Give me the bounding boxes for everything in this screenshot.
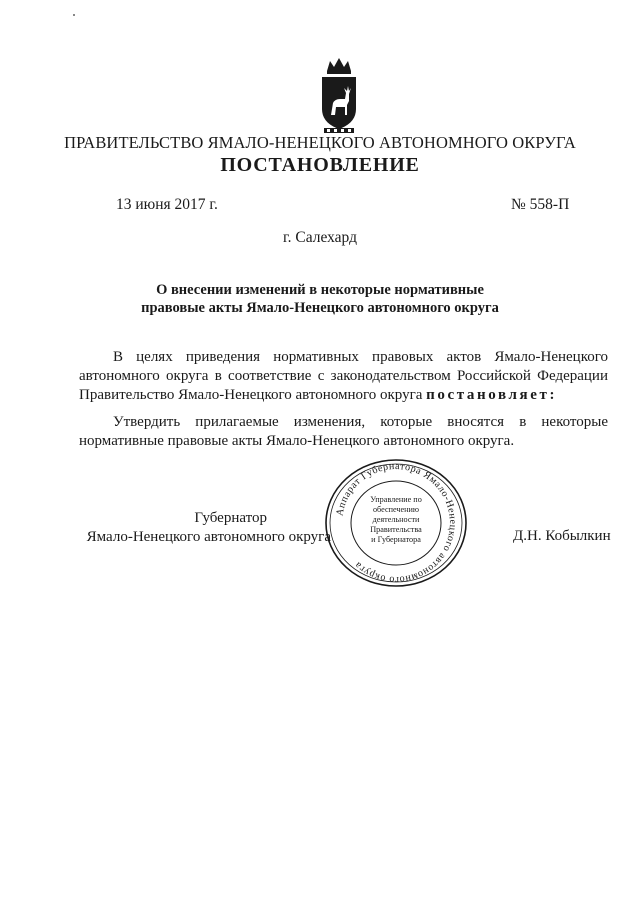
signer-name: Д.Н. Кобылкин xyxy=(513,528,611,544)
signer-region: Ямало-Ненецкого автономного округа xyxy=(86,529,331,545)
resolution-keyword: постановляет: xyxy=(426,387,558,403)
subject-line-1: О внесении изменений в некоторые нормативные xyxy=(156,282,484,298)
subject-line-2: правовые акты Ямало-Ненецкого автономного округа xyxy=(141,300,499,316)
seal-line-4: Правительства xyxy=(370,525,422,534)
seal-line-3: деятельности xyxy=(372,515,420,524)
government-title: ПРАВИТЕЛЬСТВО ЯМАЛО-НЕНЕЦКОГО АВТОНОМНОГО ОКРУГА xyxy=(64,133,576,152)
document-city: г. Салехард xyxy=(283,229,357,246)
body-paragraph-2: Утвердить прилагаемые изменения, которые вносятся в некоторые нормативные правовые акты Ямало-Ненецкого автономного округа. xyxy=(79,414,608,449)
signer-position: Губернатор xyxy=(194,510,267,526)
coat-of-arms-emblem xyxy=(318,55,360,135)
seal-line-1: Управление по xyxy=(370,495,422,504)
document-subject xyxy=(0,281,640,317)
seal-line-5: и Губернатора xyxy=(371,535,421,544)
scan-speck xyxy=(73,14,75,16)
official-seal-stamp xyxy=(322,458,470,588)
document-number: № 558-П xyxy=(511,196,570,213)
seal-ring-text: Аппарат Губернатора Ямало-Ненецкого автономного округа xyxy=(334,460,459,586)
body-paragraph-1 xyxy=(79,348,608,405)
document-date: 13 июня 2017 г. xyxy=(116,196,218,213)
signer-title xyxy=(79,509,331,547)
paragraph-1-text: В целях приведения нормативных правовых актов Ямало-Ненецкого автономного округа в соответствие с законодательством Российской Федерации Правительство Ямало-Ненецкого автономного округа xyxy=(79,349,608,403)
seal-line-2: обеспечению xyxy=(372,505,420,514)
document-type-heading: ПОСТАНОВЛЕНИЕ xyxy=(220,154,420,176)
